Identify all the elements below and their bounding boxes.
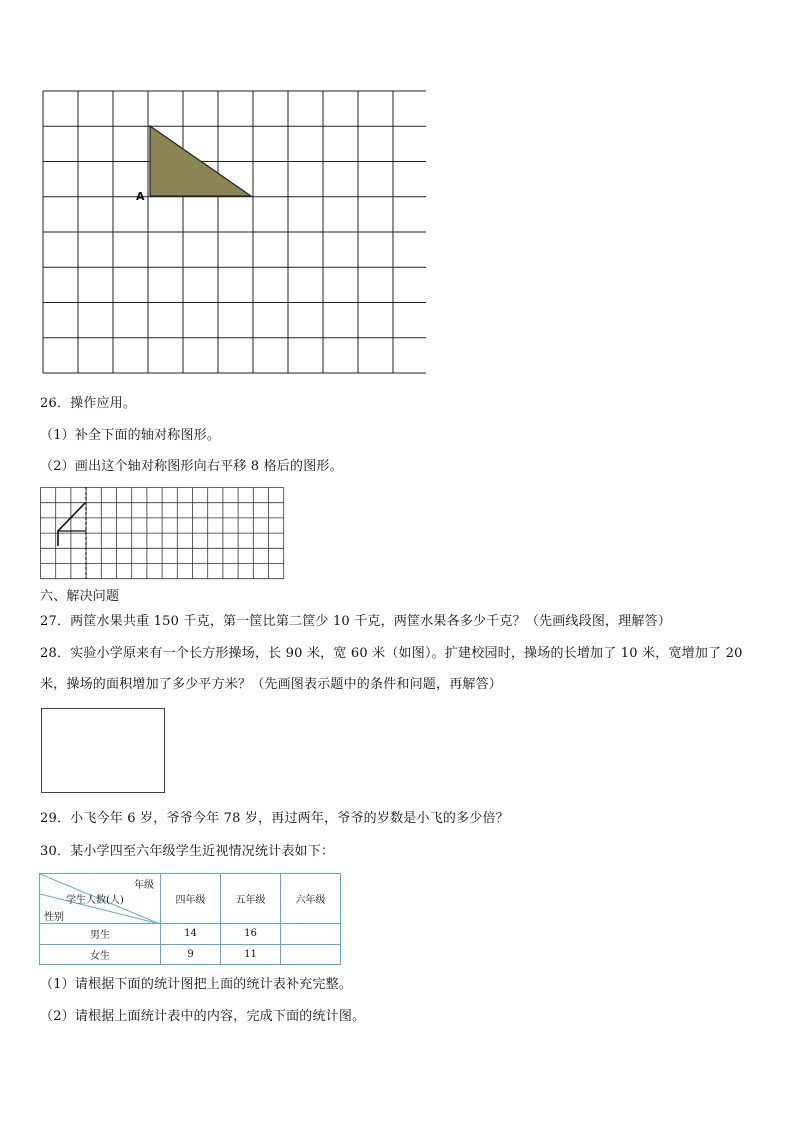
question-30: 30．某小学四至六年级学生近视情况统计表如下： [40,844,335,859]
table-row [40,924,341,945]
grid-figure [42,90,426,374]
playground-rectangle [41,708,165,793]
vision-stats-table [39,873,341,965]
question-29: 29．小飞今年 6 岁，爷爷今年 78 岁，再过两年，爷爷的岁数是小飞的多少倍？ [40,811,509,826]
table-cell: 16 [221,924,281,945]
table-cell: 14 [161,924,221,945]
table-header-diagonal [40,874,161,924]
question-26-title: 26．操作应用。 [40,396,137,411]
table-cell [281,944,341,965]
question-26-sub1: （1）补全下面的轴对称图形。 [40,428,221,443]
table-cell: 9 [161,944,221,965]
question-30-sub2: （2）请根据上面统计表中的内容，完成下面的统计图。 [40,1009,366,1024]
table-cell [281,924,341,945]
header-count: 学生人数(人) [66,895,124,906]
half-figure [58,503,85,546]
table-cell: 11 [221,944,281,965]
section-6-title: 六、解决问题 [40,589,120,604]
header-grade: 年级 [134,880,154,891]
table-row [40,944,341,965]
point-label-a: A [136,190,145,203]
question-30-sub1: （1）请根据下面的统计图把上面的统计表补充完整。 [40,977,353,992]
symmetry-grid [40,487,285,580]
question-28-line2: 米，操场的面积增加了多少平方米？（先画图表示题中的条件和问题，再解答） [40,677,503,692]
column-header: 四年级 [161,874,221,924]
column-header: 六年级 [281,874,341,924]
header-gender: 性别 [44,912,64,923]
column-header: 五年级 [221,874,281,924]
question-27: 27．两筐水果共重 150 千克，第一筐比第二筐少 10 千克，两筐水果各多少千克？（先画线段图，理解答） [40,614,672,629]
question-28-line1: 28．实验小学原来有一个长方形操场，长 90 米，宽 60 米（如图）。扩建校园时，操场的长增加了 10 米，宽增加了 20 [40,646,743,661]
row-label: 女生 [40,944,161,965]
row-label: 男生 [40,924,161,945]
question-26-sub2: （2）画出这个轴对称图形向右平移 8 格后的图形。 [40,459,343,474]
